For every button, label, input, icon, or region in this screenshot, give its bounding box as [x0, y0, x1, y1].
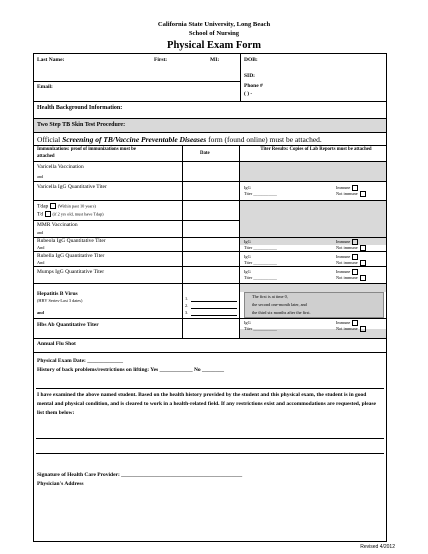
date-header: Date [200, 151, 210, 156]
flu-shot-label: Annual Flu Shot [37, 341, 76, 347]
university-name: California State University, Long Beach [157, 21, 271, 28]
restrictions-line[interactable] [36, 438, 384, 439]
hepb-dose-3[interactable]: 3. [185, 310, 189, 315]
hepatitis-b-note: (HBV Series-Last 3 dates) [37, 298, 83, 303]
tb-test-heading: Two Step TB Skin Test Procedure: [37, 122, 126, 128]
titer-label: Titer ___________ [244, 260, 277, 265]
and-label: And [37, 260, 45, 265]
rubeola-label: Rubeola IgG Quantitative Titer [37, 238, 106, 244]
immune-checkbox[interactable]: Immune [336, 269, 358, 275]
igg-label: IgG [244, 269, 251, 274]
igg-label: IgG [244, 239, 251, 244]
hbs-ab-label: Hbs Ab Quantitative Titer [37, 322, 99, 328]
and-label: And [37, 245, 45, 250]
mmr-vaccination-label: MMR Vaccination [37, 222, 78, 228]
titer-label: Titer ___________ [244, 275, 277, 280]
and-label: and [37, 310, 44, 315]
tdap-row[interactable]: Tdap (Within past 10 years) [37, 203, 96, 210]
not-immune-checkbox[interactable]: Not immune [336, 245, 366, 251]
immune-checkbox[interactable]: Immune [336, 185, 358, 191]
titer-label: Titer ___________ [244, 326, 277, 331]
physical-exam-date[interactable]: Physical Exam Date: _____________ [37, 358, 124, 364]
school-name: School of Nursing [188, 30, 240, 37]
back-problems-question[interactable]: History of back problems/restrictions on lifting: Yes ____________ No ________ [37, 367, 225, 373]
hepb-note-line-1: The first is at time 0, [252, 294, 288, 299]
immune-checkbox[interactable]: Immune [336, 254, 358, 260]
first-name-label: First: [154, 57, 168, 63]
immune-checkbox[interactable]: Immune [336, 239, 358, 245]
not-immune-checkbox[interactable]: Not immune [336, 260, 366, 266]
igg-label: IgG [244, 320, 251, 325]
and-label: and [37, 230, 44, 235]
health-background-heading: Health Background Information: [37, 105, 123, 111]
form-title: Physical Exam Form [167, 40, 261, 51]
mumps-label: Mumps IgG Quantitative Titer [37, 269, 105, 275]
not-immune-checkbox[interactable]: Not immune [336, 191, 366, 197]
hepb-note-line-3: the third six months after the first. [252, 310, 311, 315]
not-immune-checkbox[interactable]: Not immune [336, 275, 366, 281]
sid-label[interactable]: SID: [244, 73, 256, 79]
restrictions-line[interactable] [36, 453, 384, 454]
igg-label: IgG [244, 254, 251, 259]
mi-label: MI: [210, 57, 220, 63]
signature-line[interactable]: Signature of Health Care Provider: ____________________________________________ [37, 472, 243, 478]
igg-label: IgG [244, 185, 251, 190]
varicella-vaccination-label: Varicella Vaccination [37, 164, 84, 170]
official-form-note: Official Screening of TB/Vaccine Preventable Diseases form (found online) must be attached. [37, 135, 322, 144]
and-label: and [37, 174, 44, 179]
not-immune-checkbox[interactable]: Not immune [336, 326, 366, 332]
immunizations-header: Immunizations: proof of immunizations must be attached [37, 147, 136, 159]
last-name-label: Last Name: [37, 57, 65, 63]
phone-format: ( ) - [244, 91, 253, 97]
revision-footer: Revised 4/2012 [360, 544, 395, 550]
titer-label: Titer ___________ [244, 245, 277, 250]
form-box [33, 53, 387, 542]
rubella-label: Rubella IgG Quantitative Titer [37, 253, 105, 259]
hepb-dose-2[interactable]: 2. [185, 303, 189, 308]
immune-checkbox[interactable]: Immune [336, 320, 358, 326]
email-label[interactable]: Email: [37, 84, 53, 90]
titer-label: Titer ___________ [244, 191, 277, 196]
varicella-igg-label: Varicella IgG Quantitative Titer [37, 184, 107, 190]
hepatitis-b-label: Hepatitis B Virus [37, 291, 78, 297]
dob-label[interactable]: DOB: [244, 57, 258, 63]
phone-label[interactable]: Phone # [244, 83, 263, 89]
hepb-dose-1[interactable]: 1. [185, 296, 189, 301]
physician-address-label[interactable]: Physician's Address [37, 481, 84, 487]
hepb-note-line-2: the second one-month later, and [252, 302, 307, 307]
titer-results-header: Titer Results: Copies of Lab Reports must be attached [260, 147, 372, 152]
examiner-statement: I have examined the above named student. Based on the health history provided by the student and this physical exam, the student is in good mental and physical condition, and is cleared to work in a health-related field. If any restrictions exist and accommodations are requested, please list them below: [37, 392, 376, 416]
td-row[interactable]: Td (if 2 yrs old, must have Tdap) [37, 211, 104, 218]
